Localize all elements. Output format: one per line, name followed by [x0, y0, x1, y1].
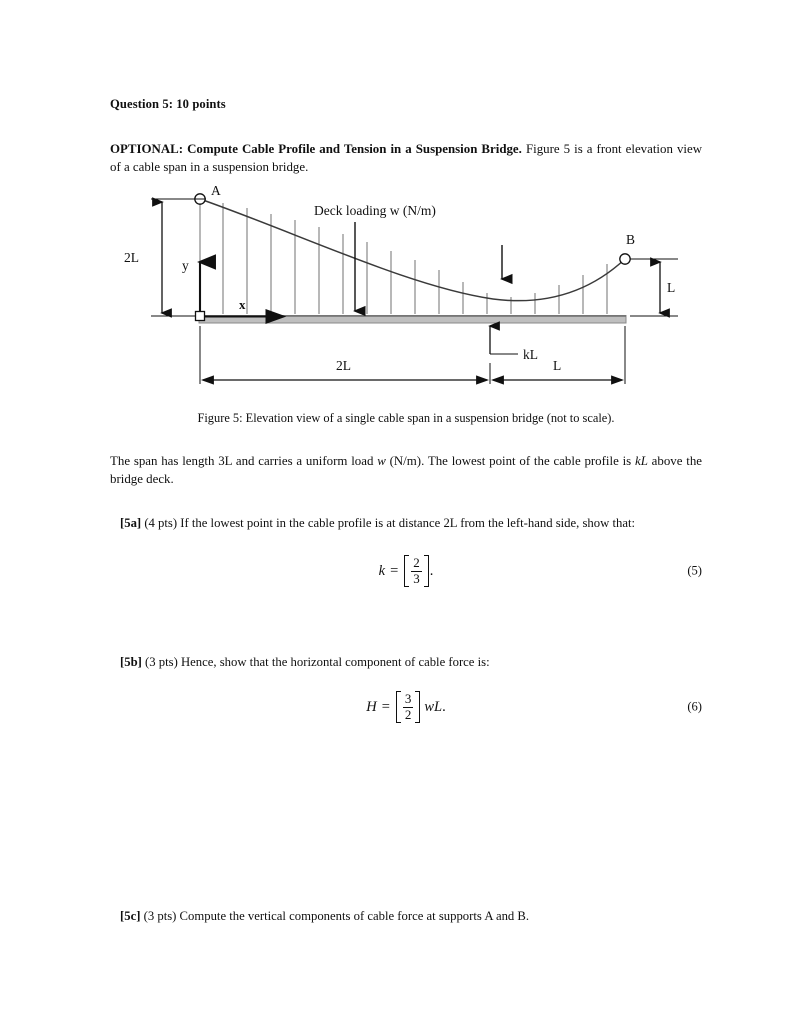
- sag-label: kL: [523, 347, 538, 362]
- figure-svg: [110, 182, 702, 402]
- dim-2l-label: 2L: [124, 250, 139, 265]
- span-description-paragraph: [110, 452, 702, 489]
- part-5b: [120, 653, 702, 671]
- equation-5-lhs: k: [378, 562, 386, 579]
- span-text-2: (N/m). The lowest point of the cable profile is: [385, 454, 635, 468]
- support-b-pin: [620, 254, 630, 264]
- equation-6-numerator: 3: [404, 691, 412, 707]
- axis-x-label: x: [239, 297, 246, 312]
- equation-5-equals: =: [390, 562, 399, 579]
- span-text-3: above the bridge deck.: [110, 454, 702, 487]
- equation-6-period: .: [442, 698, 446, 715]
- equation-5-row: [110, 548, 702, 594]
- span-2l-label: 2L: [336, 358, 351, 373]
- equation-6-bracket: [395, 691, 422, 723]
- part-5c-tag: [5c]: [120, 909, 141, 923]
- equation-5: [379, 555, 434, 587]
- dim-l-label: L: [667, 280, 676, 295]
- part-5c: [120, 907, 702, 925]
- support-b-label: B: [626, 232, 636, 247]
- equation-5-period: .: [429, 562, 434, 579]
- support-a-label: A: [211, 183, 221, 198]
- deck-loading-label: Deck loading w (N/m): [314, 203, 436, 218]
- span-var-kl: kL: [634, 454, 648, 468]
- part-5a: [120, 514, 702, 532]
- part-5b-text: (3 pts) Hence, show that the horizontal component of cable force is:: [141, 655, 490, 669]
- part-5a-tag: [5a]: [120, 516, 142, 530]
- span-var-w: w: [377, 454, 386, 468]
- part-5a-text: (4 pts) If the lowest point in the cable profile is at distance 2L from the left-hand side, show that:: [141, 516, 635, 530]
- equation-6-tail: wL: [424, 698, 443, 715]
- figure-5-suspension-bridge: [110, 182, 702, 402]
- equation-5-fraction: [409, 555, 424, 587]
- question-heading: Question 5: 10 points: [110, 97, 226, 111]
- axis-y-label: y: [182, 258, 189, 273]
- equation-6-number: (6): [687, 699, 702, 714]
- equation-5-denominator: 3: [413, 571, 420, 586]
- intro-bold-lead: OPTIONAL: Compute Cable Profile and Tension in a Suspension Bridge.: [110, 142, 522, 156]
- span-l-label: L: [553, 358, 562, 373]
- equation-6-lhs: H: [366, 698, 377, 715]
- equation-6-row: [110, 684, 702, 730]
- origin-marker: [196, 312, 205, 321]
- equation-6-equals: =: [381, 698, 390, 715]
- span-text-1: The span has length 3L and carries a uniform load: [110, 454, 378, 468]
- part-5b-tag: [5b]: [120, 655, 142, 669]
- intro-paragraph: [110, 140, 702, 177]
- equation-5-number: (5): [687, 563, 702, 578]
- equation-5-bracket: [403, 555, 430, 587]
- equation-6-denominator: 2: [404, 707, 412, 722]
- equation-5-numerator: 2: [413, 555, 420, 571]
- intro-rest: Figure 5 is a front elevation view of a cable span in a suspension bridge.: [110, 142, 702, 175]
- equation-6: [366, 691, 446, 723]
- part-5c-text: (3 pts) Compute the vertical components of cable force at supports A and B.: [140, 909, 530, 923]
- figure-caption: Figure 5: Elevation view of a single cable span in a suspension bridge (not to scale).: [197, 411, 615, 425]
- equation-6-fraction: [401, 691, 416, 723]
